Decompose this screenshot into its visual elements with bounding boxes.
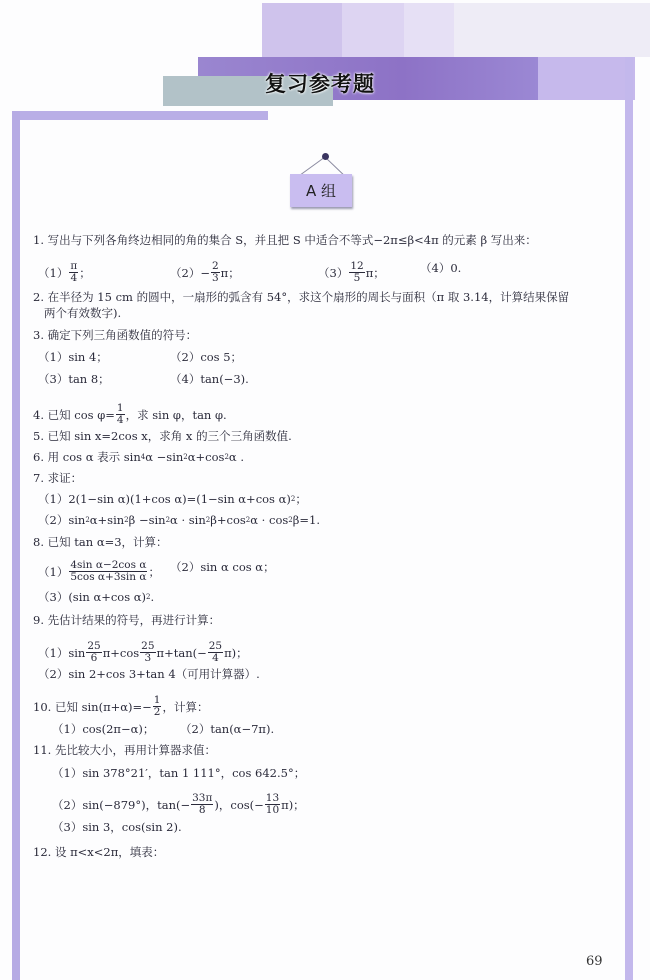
denominator: 8	[198, 804, 206, 816]
text-segment: （1）sin	[38, 645, 86, 660]
fraction	[69, 560, 147, 583]
exercise-line	[0, 492, 620, 514]
text-segment: π)；	[224, 645, 248, 660]
text-segment: （1）2(1−sin α)(1+cos α)=(1−sin α+cos α)	[38, 492, 291, 506]
text-segment: 5. 已知 sin x=2cos x，求角 x 的三个三角函数值.	[33, 429, 292, 443]
exercise-line	[0, 766, 620, 788]
exercise-part	[33, 290, 569, 304]
exercise-line	[0, 328, 620, 350]
exercise-part	[420, 261, 461, 275]
text-segment: （2）−	[170, 265, 210, 280]
exercise-part	[38, 350, 108, 364]
exercise-part	[33, 403, 227, 426]
text-segment: β −sin	[128, 513, 166, 527]
text-segment: 4. 已知 cos φ=	[33, 407, 115, 422]
exercise-part	[38, 590, 154, 604]
exercise-part	[44, 306, 121, 320]
fraction	[140, 641, 155, 664]
text-segment: （4）0.	[420, 261, 462, 275]
numerator: 1	[153, 694, 161, 706]
superscript: 2	[124, 516, 129, 524]
exercise-line	[0, 695, 620, 717]
text-segment: 7. 求证：	[33, 471, 83, 485]
exercise-line	[0, 590, 620, 612]
exercise-part	[33, 845, 164, 859]
text-segment: ；	[295, 492, 307, 506]
fraction	[69, 261, 78, 284]
exercise-line	[0, 429, 620, 451]
text-segment: ，求 sin φ，tan φ.	[125, 407, 227, 422]
denominator: 5	[353, 272, 361, 284]
fraction	[349, 261, 364, 284]
text-segment: （2）sin α cos α；	[170, 560, 275, 574]
exercise-part	[52, 722, 154, 736]
text-segment: π；	[220, 265, 240, 280]
text-segment: 9. 先估计结果的符号，再进行计算：	[33, 613, 221, 627]
text-segment: （2）sin(−879°)，tan(−	[52, 797, 191, 812]
group-sign: A 组	[290, 174, 352, 207]
exercise-part	[33, 233, 537, 247]
text-segment: （1）sin 4；	[38, 350, 108, 364]
exercise-line	[0, 535, 620, 557]
denominator: 4	[70, 272, 78, 284]
superscript: 2	[183, 453, 188, 461]
exercise-part	[33, 328, 197, 342]
exercise-part	[38, 667, 260, 681]
text-segment: （3）	[318, 265, 349, 280]
exercise-part	[38, 560, 160, 583]
exercise-line	[0, 471, 620, 493]
numerator: 25	[208, 640, 223, 652]
exercise-line	[0, 233, 620, 255]
text-segment: β=1.	[292, 513, 320, 527]
numerator: 33π	[192, 792, 213, 804]
text-segment: α+sin	[89, 513, 125, 527]
superscript: 2	[290, 495, 296, 503]
exercise-part	[33, 429, 292, 443]
superscript: 2	[205, 516, 211, 524]
exercise-part	[33, 695, 208, 718]
pin-icon	[322, 153, 329, 160]
exercise-line	[0, 845, 620, 867]
denominator: 3	[211, 272, 219, 284]
exercise-line	[0, 613, 620, 635]
exercise-part	[52, 820, 182, 834]
text-segment: （3）(sin α+cos α)	[38, 590, 147, 604]
numerator: 4sin α−2cos α	[70, 559, 147, 571]
text-segment: π；	[365, 265, 385, 280]
text-segment: （2）cos 5；	[170, 350, 243, 364]
text-segment: )，cos(−	[214, 797, 264, 812]
text-segment: α −sin	[145, 450, 184, 464]
text-segment: 1. 写出与下列各角终边相同的角的集合 S，并且把 S 中适合不等式−2π≤β<4π 的元素 β 写出来：	[33, 233, 537, 247]
text-segment: π+cos	[102, 645, 140, 660]
exercise-line	[0, 306, 620, 328]
text-segment: α · sin	[170, 513, 206, 527]
fraction	[153, 695, 162, 718]
text-segment: （4）tan(−3).	[170, 372, 249, 386]
exercise-part	[52, 766, 305, 780]
exercise-line	[0, 820, 620, 842]
text-segment: 8. 已知 tan α=3，计算：	[33, 535, 168, 549]
denominator: 4	[116, 414, 124, 426]
fraction	[208, 641, 223, 664]
exercise-line	[0, 743, 620, 765]
text-segment: 两个有效数字).	[44, 306, 122, 320]
exercise-part	[38, 372, 110, 386]
numerator: 25	[141, 640, 155, 652]
exercise-line	[0, 372, 620, 394]
exercise-part	[38, 492, 307, 506]
exercise-part	[170, 372, 249, 386]
exercise-part	[33, 471, 82, 485]
text-segment: α · cos	[250, 513, 289, 527]
exercise-line	[0, 793, 620, 815]
text-segment: α .	[228, 450, 244, 464]
exercise-line	[0, 403, 620, 425]
exercise-part	[180, 722, 274, 736]
text-segment: （1）sin 378°21′，tan 1 111°，cos 642.5°；	[52, 766, 306, 780]
fraction	[211, 261, 220, 284]
text-segment: （1）cos(2π−α)；	[52, 722, 155, 736]
superscript: 2	[288, 516, 293, 524]
fraction	[265, 793, 280, 816]
text-segment: 6. 用 cos α 表示 sin	[33, 450, 141, 464]
superscript: 2	[85, 516, 90, 524]
superscript: 2	[224, 453, 229, 461]
superscript: 4	[140, 453, 146, 461]
exercise-part	[170, 350, 242, 364]
text-segment: （2）sin 2+cos 3+tan 4（可用计算器）.	[38, 667, 260, 681]
superscript: 2	[245, 516, 251, 524]
numerator: 1	[116, 402, 124, 414]
text-segment: α+cos	[187, 450, 225, 464]
exercise-part	[33, 450, 244, 464]
superscript: 2	[146, 593, 151, 601]
denominator: 5cos α+3sin α	[70, 571, 147, 583]
text-segment: ，计算：	[162, 699, 209, 714]
exercise-part	[318, 261, 385, 284]
denominator: 6	[90, 652, 98, 664]
exercise-line	[0, 513, 620, 535]
text-segment: 3. 确定下列三角函数值的符号：	[33, 328, 198, 342]
exercise-part	[170, 560, 275, 574]
text-segment: β+cos	[210, 513, 246, 527]
superscript: 2	[165, 516, 171, 524]
numerator: π	[70, 260, 78, 272]
exercise-part	[170, 261, 240, 284]
denominator: 2	[153, 706, 161, 718]
denominator: 3	[144, 652, 152, 664]
text-segment: （2）tan(α−7π).	[180, 722, 275, 736]
fraction	[191, 793, 213, 816]
exercise-line	[0, 667, 620, 689]
exercise-line	[0, 560, 620, 582]
exercise-part	[33, 613, 220, 627]
text-segment: 2. 在半径为 15 cm 的圆中，一扇形的弧含有 54°，求这个扇形的周长与面积（π 取 3.14，计算结果保留	[33, 290, 570, 304]
exercise-line	[0, 261, 620, 283]
text-segment: 10. 已知 sin(π+α)=−	[33, 699, 152, 714]
numerator: 2	[211, 260, 219, 272]
text-segment: （3）tan 8；	[38, 372, 110, 386]
exercise-part	[38, 641, 248, 664]
numerator: 13	[265, 792, 280, 804]
text-segment: .	[150, 590, 155, 604]
exercise-line	[0, 350, 620, 372]
text-segment: π+tan(−	[156, 645, 207, 660]
fraction	[86, 641, 101, 664]
exercise-part	[33, 535, 168, 549]
exercise-line	[0, 641, 620, 663]
page-number: 69	[586, 954, 603, 969]
text-segment: （1）	[38, 564, 69, 579]
text-segment: 12. 设 π<x<2π，填表：	[33, 845, 165, 859]
text-segment: （2）sin	[38, 513, 86, 527]
exercise-part	[33, 743, 216, 757]
text-segment: π)；	[281, 797, 305, 812]
exercise-part	[52, 793, 305, 816]
text-segment: （1）	[38, 265, 69, 280]
text-segment: ；	[148, 564, 160, 579]
fraction	[116, 403, 125, 426]
numerator: 12	[350, 260, 364, 272]
text-segment: 11. 先比较大小，再用计算器求值：	[33, 743, 216, 757]
exercise-line	[0, 722, 620, 744]
text-segment: （3）sin 3，cos(sin 2).	[52, 820, 182, 834]
denominator: 10	[265, 804, 280, 816]
text-segment: ；	[79, 265, 91, 280]
denominator: 4	[212, 652, 219, 664]
page-title: 复习参考题	[265, 72, 375, 96]
exercise-line	[0, 450, 620, 472]
exercise-part	[38, 513, 320, 527]
exercise-part	[38, 261, 91, 284]
numerator: 25	[87, 640, 101, 652]
